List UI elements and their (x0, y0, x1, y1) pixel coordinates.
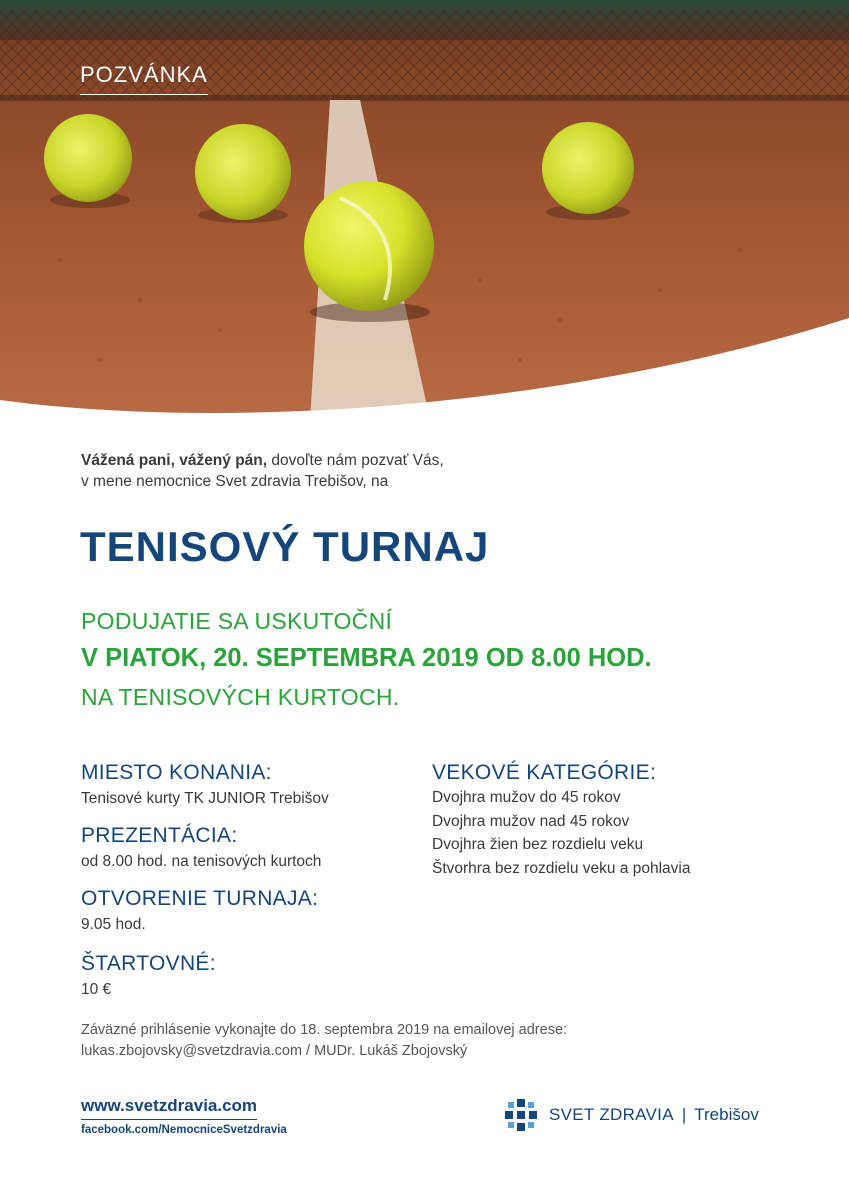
page-title: TENISOVÝ TURNAJ (80, 523, 490, 570)
detail-registration (81, 823, 321, 872)
hero-image (0, 0, 849, 420)
detail-fee (81, 951, 216, 1000)
invitation-label: POZVÁNKA (80, 62, 208, 95)
category-item: Dvojhra žien bez rozdielu veku (432, 836, 644, 853)
detail-opening-value: 9.05 hod. (81, 916, 146, 933)
detail-venue-value: Tenisové kurty TK JUNIOR Trebišov (81, 790, 329, 807)
intro-greeting: Vážená pani, vážený pán, (81, 452, 268, 469)
website-link[interactable]: www.svetzdravia.com (81, 1096, 257, 1120)
age-categories (432, 760, 690, 880)
category-item: Štvorhra bez rozdielu veku a pohlavia (432, 859, 691, 877)
intro-line-2: v mene nemocnice Svet zdravia Trebišov, na (81, 473, 389, 490)
detail-venue (81, 760, 329, 809)
detail-opening-heading: OTVORENIE TURNAJA: (81, 887, 319, 910)
detail-venue-heading: MIESTO KONANIA: (81, 761, 272, 784)
detail-fee-value: 10 € (81, 981, 112, 998)
registration-note-line-2: lukas.zbojovsky@svetzdravia.com / MUDr. Lukáš Zbojovský (81, 1042, 468, 1059)
event-line-3: NA TENISOVÝCH KURTOCH. (81, 684, 400, 710)
brand-separator: | (681, 1105, 687, 1124)
intro-text (81, 450, 444, 492)
detail-fee-heading: ŠTARTOVNÉ: (81, 952, 216, 975)
brand-city: Trebišov (694, 1105, 759, 1124)
registration-note-line-1: Záväzné prihlásenie vykonajte do 18. septembra 2019 na emailovej adrese: (81, 1022, 568, 1038)
event-date: V PIATOK, 20. SEPTEMBRA 2019 OD 8.00 HOD. (81, 644, 652, 672)
svet-zdravia-logo (505, 1097, 759, 1133)
age-categories-heading: VEKOVÉ KATEGÓRIE: (432, 761, 657, 784)
intro-line-1 (81, 450, 444, 471)
facebook-link[interactable]: facebook.com/NemocniceSvetzdravia (81, 1124, 287, 1136)
medical-cross-icon (505, 1099, 537, 1131)
brand-name: SVET ZDRAVIA (549, 1105, 674, 1124)
category-item: Dvojhra mužov do 45 rokov (432, 789, 621, 806)
intro-line-1-rest: dovoľte nám pozvať Vás, (267, 452, 444, 469)
detail-registration-heading: PREZENTÁCIA: (81, 824, 238, 847)
detail-opening (81, 886, 318, 935)
category-item: Dvojhra mužov nad 45 rokov (432, 812, 630, 830)
event-line-1: PODUJATIE SA USKUTOČNÍ (81, 608, 393, 634)
registration-note (81, 1020, 567, 1061)
detail-registration-value: od 8.00 hod. na tenisových kurtoch (81, 853, 322, 870)
